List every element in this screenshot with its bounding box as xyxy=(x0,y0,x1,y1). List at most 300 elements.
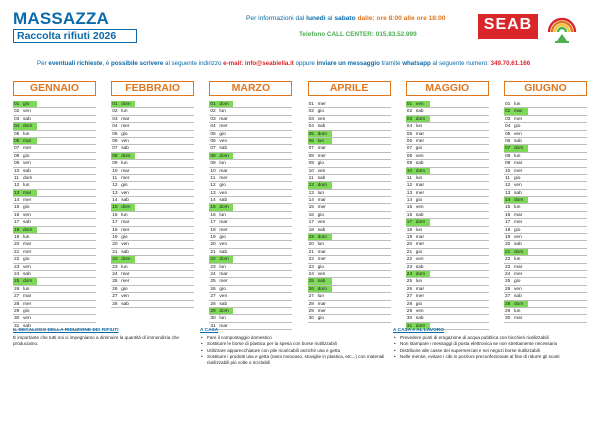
day-number: 26 xyxy=(112,286,118,292)
day-weekday: mar xyxy=(219,271,228,277)
day-weekday: gio xyxy=(317,264,324,270)
day-number: 15 xyxy=(111,204,121,210)
day-number: 23 xyxy=(308,264,314,270)
day-number: 27 xyxy=(14,294,20,300)
day-number: 30 xyxy=(210,316,216,322)
footer-decalogo-title: IL DECALOGO DELLA RIDUZIONE DEI RIFIUTI xyxy=(13,328,119,333)
day-weekday: dom xyxy=(514,197,528,203)
collection-day xyxy=(209,153,292,160)
calendar-day xyxy=(13,204,96,211)
day-weekday: gio xyxy=(415,146,423,152)
calendar-day xyxy=(13,175,96,182)
day-number: 27 xyxy=(406,294,413,300)
calendar-day xyxy=(504,293,587,300)
day-weekday: sab xyxy=(23,220,31,226)
whatsapp-number[interactable]: 349.70.61.166 xyxy=(490,60,531,67)
day-weekday: sab xyxy=(23,116,31,122)
calendar-day xyxy=(308,227,391,234)
day-number: 15 xyxy=(505,205,511,211)
day-weekday: gio xyxy=(219,131,226,137)
footer-casa-title: A CASA xyxy=(200,328,219,333)
calendar-day xyxy=(111,212,194,219)
calendar-day xyxy=(504,182,587,189)
collection-day xyxy=(13,190,96,197)
day-weekday: mar xyxy=(121,168,130,174)
day-number: 11 xyxy=(14,175,19,181)
collection-day xyxy=(13,227,96,234)
day-weekday: sab xyxy=(514,138,522,144)
info-hours: Per informazioni dal lunedì al sabato dalle: ore 8:00 alle ore 18:00 xyxy=(246,15,446,22)
calendar-day xyxy=(111,175,194,182)
footer-decalogo xyxy=(13,328,193,348)
day-number: 28 xyxy=(210,301,216,307)
day-weekday: sab xyxy=(415,161,424,167)
day-number: 02 xyxy=(210,109,216,115)
day-number: 04 xyxy=(112,124,118,130)
day-number: 30 xyxy=(406,316,413,322)
calendar-day xyxy=(504,175,587,182)
day-weekday: mer xyxy=(415,190,425,196)
day-weekday: ven xyxy=(415,308,424,314)
day-weekday: mer xyxy=(415,138,425,144)
day-number: 30 xyxy=(308,316,314,322)
calendar-day xyxy=(406,153,489,160)
day-weekday: sab xyxy=(121,198,129,204)
day-weekday: mar xyxy=(317,198,326,204)
calendar-day xyxy=(13,116,96,123)
day-number: 01 xyxy=(308,102,314,107)
email-link[interactable]: info@seabiella.it xyxy=(244,60,294,67)
day-weekday: gio xyxy=(317,161,324,167)
day-weekday: ven xyxy=(514,286,522,292)
day-number: 17 xyxy=(210,220,216,226)
day-number: 11 xyxy=(406,175,412,181)
footer-casa-item: • Fare il compostaggio domestico xyxy=(200,335,388,341)
calendar-day xyxy=(406,182,489,189)
day-weekday: ven xyxy=(121,190,129,196)
day-number: 27 xyxy=(505,294,511,300)
day-weekday: dom xyxy=(121,101,135,107)
calendar-day xyxy=(209,278,292,285)
calendar-day xyxy=(209,116,292,123)
day-weekday: dom xyxy=(318,182,332,188)
day-number: 16 xyxy=(505,212,511,218)
day-number: 16 xyxy=(406,212,413,218)
day-weekday: ven xyxy=(415,153,424,159)
day-weekday: mar xyxy=(514,161,523,167)
day-number: 21 xyxy=(406,249,413,255)
calendar-day xyxy=(209,190,292,197)
calendar-day xyxy=(406,249,489,256)
calendar-day xyxy=(308,293,391,300)
calendar-day xyxy=(13,234,96,241)
day-weekday: lun xyxy=(514,102,521,107)
day-number: 15 xyxy=(308,205,314,211)
calendar-day xyxy=(504,271,587,278)
collection-day xyxy=(13,101,96,108)
day-weekday: mer xyxy=(121,124,130,130)
calendar-day xyxy=(13,145,96,152)
day-weekday: mar xyxy=(23,138,37,144)
calendar-day xyxy=(209,160,292,167)
day-number: 11 xyxy=(505,175,510,181)
day-weekday: mar xyxy=(219,323,228,329)
month-header: FEBBRAIO xyxy=(111,81,194,96)
calendar-day xyxy=(308,264,391,271)
day-weekday: sab xyxy=(317,175,326,181)
day-number: 05 xyxy=(112,131,118,137)
day-weekday: lun xyxy=(415,124,423,130)
day-number: 25 xyxy=(505,279,511,285)
day-weekday: ven xyxy=(219,294,228,300)
day-weekday: ven xyxy=(317,168,326,174)
calendar-day xyxy=(209,293,292,300)
day-weekday: mer xyxy=(219,124,228,130)
day-weekday: gio xyxy=(317,212,324,218)
day-number: 26 xyxy=(210,286,216,292)
calendar-day xyxy=(308,190,391,197)
day-weekday: sab xyxy=(317,227,326,233)
day-number: 20 xyxy=(210,242,216,248)
calendar-day xyxy=(308,204,391,211)
calendar-day xyxy=(111,108,194,115)
footer-casa-item: • Utilizzare apparecchiature con pile ricaricabili anziché usa e getta xyxy=(200,348,388,354)
calendar-day xyxy=(406,315,489,322)
day-number: 18 xyxy=(308,227,314,233)
day-number: 05 xyxy=(308,131,318,137)
calendar-day xyxy=(406,212,489,219)
day-weekday: dom xyxy=(23,123,37,129)
day-weekday: mar xyxy=(317,146,326,152)
calendar-day xyxy=(308,116,391,123)
day-weekday: dom xyxy=(23,227,37,233)
day-weekday: mar xyxy=(317,301,326,307)
calendar-day xyxy=(209,175,292,182)
day-number: 22 xyxy=(308,257,314,263)
calendar-day xyxy=(504,315,587,322)
calendar-day xyxy=(504,219,587,226)
day-number: 18 xyxy=(406,227,413,233)
day-number: 24 xyxy=(112,271,118,277)
day-weekday: lun xyxy=(514,205,521,211)
rainbow-emblem-icon xyxy=(546,8,578,48)
day-number: 02 xyxy=(14,109,20,115)
collection-day xyxy=(13,138,96,145)
day-number: 13 xyxy=(406,190,413,196)
day-weekday: lun xyxy=(514,308,521,314)
day-weekday: ven xyxy=(121,294,129,300)
day-number: 10 xyxy=(406,168,416,174)
day-number: 14 xyxy=(14,198,20,204)
calendar-day xyxy=(111,123,194,130)
footer-casa-item: • Sostituire i prodotti usa e getta (rasoi monouso, stoviglie in plastica, etc...) con materiali riutilizzabili più volte o riciclabili xyxy=(200,354,388,366)
day-number: 08 xyxy=(111,153,121,159)
day-weekday: mer xyxy=(317,308,326,314)
day-number: 16 xyxy=(14,212,20,218)
day-weekday: gio xyxy=(121,183,128,189)
calendar-day xyxy=(13,301,96,308)
day-number: 13 xyxy=(112,190,118,196)
day-number: 10 xyxy=(14,168,20,174)
calendar-day xyxy=(13,153,96,160)
footer-lavoro-item: • Non stampare i messaggi di posta elettronica se non strettamente necessario xyxy=(393,341,587,347)
day-number: 09 xyxy=(406,161,413,167)
day-weekday: mar xyxy=(23,294,32,300)
calendar-day xyxy=(308,308,391,315)
day-weekday: dom xyxy=(219,308,233,314)
day-weekday: ven xyxy=(317,271,326,277)
collection-day xyxy=(406,271,489,278)
day-number: 05 xyxy=(406,131,413,137)
calendar-day xyxy=(13,160,96,167)
day-weekday: ven xyxy=(121,242,129,248)
calendar-day xyxy=(308,241,391,248)
day-number: 31 xyxy=(14,323,20,329)
footer-casa xyxy=(200,328,388,366)
calendar-day xyxy=(209,138,292,145)
collection-day xyxy=(406,219,489,226)
day-weekday: mar xyxy=(219,220,228,226)
day-number: 02 xyxy=(504,108,514,114)
day-number: 24 xyxy=(406,271,416,277)
day-weekday: lun xyxy=(219,161,226,167)
day-number: 15 xyxy=(14,205,20,211)
day-number: 08 xyxy=(14,153,20,159)
day-weekday: sab xyxy=(514,242,522,248)
collection-day xyxy=(209,101,292,108)
day-number: 21 xyxy=(112,249,118,255)
day-weekday: sab xyxy=(317,124,326,130)
month-header: MARZO xyxy=(209,81,292,96)
calendar-day xyxy=(504,212,587,219)
day-number: 07 xyxy=(210,146,216,152)
day-weekday: mar xyxy=(219,116,228,122)
day-number: 04 xyxy=(13,123,23,129)
calendar-day xyxy=(308,168,391,175)
day-number: 04 xyxy=(406,124,413,130)
day-weekday: dom xyxy=(219,101,233,107)
day-number: 19 xyxy=(505,235,511,241)
collection-day xyxy=(13,123,96,130)
day-number: 29 xyxy=(14,308,20,314)
day-weekday: ven xyxy=(23,264,31,270)
day-weekday: ven xyxy=(416,101,430,107)
month-header: GIUGNO xyxy=(504,81,587,96)
calendar-day xyxy=(406,286,489,293)
day-number: 08 xyxy=(505,153,511,159)
day-number: 10 xyxy=(505,168,511,174)
day-weekday: ven xyxy=(514,131,522,137)
day-number: 07 xyxy=(14,146,20,152)
day-weekday: mer xyxy=(317,205,326,211)
calendar-day xyxy=(308,219,391,226)
calendar-day xyxy=(504,153,587,160)
day-number: 27 xyxy=(210,294,216,300)
day-number: 01 xyxy=(111,101,121,107)
footer-casa-lavoro-title: A CASA e AL LAVORO xyxy=(393,328,444,333)
calendar-day xyxy=(406,131,489,138)
day-number: 16 xyxy=(112,212,118,218)
calendar-day xyxy=(504,131,587,138)
page-subtitle: Raccolta rifiuti 2026 xyxy=(13,29,137,43)
day-number: 23 xyxy=(505,264,511,270)
calendar-day xyxy=(13,293,96,300)
calendar-day xyxy=(13,108,96,115)
day-weekday: dom xyxy=(514,249,528,255)
footer-lavoro-item: • Prevedere punti di erogazione di acqua pubblica con bicchieri riutilizzabili xyxy=(393,335,587,341)
calendar-day xyxy=(406,145,489,152)
calendar-day xyxy=(406,256,489,263)
day-weekday: mer xyxy=(514,271,523,277)
day-weekday: lun xyxy=(219,212,226,218)
calendar-grid xyxy=(13,81,587,329)
day-weekday: mar xyxy=(514,108,528,114)
collection-day xyxy=(111,153,194,160)
calendar-day xyxy=(406,123,489,130)
calendar-day xyxy=(13,271,96,278)
calendar-day xyxy=(406,241,489,248)
month-header: APRILE xyxy=(308,81,391,96)
day-weekday: lun xyxy=(23,286,30,292)
calendar-day xyxy=(111,138,194,145)
calendar-day xyxy=(209,168,292,175)
day-number: 01 xyxy=(505,102,511,107)
day-weekday: dom xyxy=(514,145,528,151)
day-weekday: gio xyxy=(514,227,521,233)
collection-day xyxy=(111,204,194,211)
day-weekday: gio xyxy=(514,175,521,181)
day-number: 07 xyxy=(504,145,514,151)
footer-lavoro-item: • Nelle mense, evitare i cibi in porzioni preconfezionate al fine di ridurre gli scarti xyxy=(393,354,587,360)
day-number: 14 xyxy=(504,197,514,203)
calendar-day xyxy=(209,212,292,219)
calendar-day xyxy=(209,271,292,278)
calendar-day xyxy=(308,212,391,219)
day-weekday: mer xyxy=(514,168,523,174)
day-weekday: gio xyxy=(23,257,30,263)
calendar-day xyxy=(504,101,587,108)
calendar-day xyxy=(504,256,587,263)
day-weekday: gio xyxy=(121,235,128,241)
day-weekday: ven xyxy=(514,183,522,189)
day-number: 03 xyxy=(505,116,511,122)
month-header: GENNAIO xyxy=(13,81,96,96)
day-number: 21 xyxy=(308,249,314,255)
collection-day xyxy=(504,197,587,204)
calendar-day xyxy=(209,197,292,204)
day-weekday: mar xyxy=(121,220,130,226)
day-weekday: sab xyxy=(219,146,228,152)
day-number: 13 xyxy=(210,190,216,196)
day-number: 18 xyxy=(210,227,216,233)
calendar-day xyxy=(406,204,489,211)
day-number: 05 xyxy=(210,131,216,137)
calendar-day xyxy=(308,197,391,204)
day-weekday: lun xyxy=(317,242,324,248)
calendar-day xyxy=(13,212,96,219)
day-number: 07 xyxy=(308,146,314,152)
day-number: 20 xyxy=(406,242,413,248)
day-number: 06 xyxy=(406,138,413,144)
day-weekday: mer xyxy=(121,175,130,181)
calendar-day xyxy=(111,241,194,248)
day-number: 12 xyxy=(210,183,216,189)
day-weekday: mer xyxy=(121,227,130,233)
day-number: 05 xyxy=(14,131,20,137)
day-weekday: mer xyxy=(23,198,32,204)
calendar-day xyxy=(13,256,96,263)
calendar-day xyxy=(308,108,391,115)
day-weekday: mer xyxy=(219,175,228,181)
day-number: 19 xyxy=(308,234,318,240)
calendar-day xyxy=(504,190,587,197)
day-number: 30 xyxy=(505,316,511,322)
day-number: 19 xyxy=(210,235,216,241)
day-weekday: ven xyxy=(219,242,228,248)
day-number: 12 xyxy=(308,182,318,188)
month-giugno xyxy=(504,81,587,323)
calendar-day xyxy=(504,160,587,167)
day-weekday: lun xyxy=(121,161,128,167)
day-number: 12 xyxy=(406,183,413,189)
day-number: 06 xyxy=(13,138,23,144)
calendar-day xyxy=(111,271,194,278)
calendar-day xyxy=(504,116,587,123)
day-number: 22 xyxy=(209,256,219,262)
day-number: 25 xyxy=(210,279,216,285)
day-number: 16 xyxy=(308,212,314,218)
day-weekday: lun xyxy=(219,316,226,322)
day-weekday: lun xyxy=(23,235,30,241)
collection-day xyxy=(308,182,391,189)
calendar-day xyxy=(209,249,292,256)
day-number: 24 xyxy=(14,271,20,277)
day-number: 20 xyxy=(308,242,314,248)
day-number: 14 xyxy=(210,198,216,204)
calendar-day xyxy=(209,301,292,308)
day-weekday: ven xyxy=(317,220,326,226)
day-weekday: dom xyxy=(121,204,135,210)
month-gennaio xyxy=(13,81,96,330)
day-weekday: gio xyxy=(415,301,423,307)
calendar-day xyxy=(504,204,587,211)
calendar-day xyxy=(308,249,391,256)
calendar-day xyxy=(111,182,194,189)
day-number: 19 xyxy=(406,235,413,241)
calendar-day xyxy=(406,108,489,115)
day-weekday: dom xyxy=(23,175,33,181)
day-number: 20 xyxy=(14,242,20,248)
day-weekday: mer xyxy=(23,249,32,255)
day-number: 17 xyxy=(406,219,416,225)
day-number: 17 xyxy=(14,220,20,226)
calendar-day xyxy=(13,197,96,204)
collection-day xyxy=(308,234,391,241)
month-aprile xyxy=(308,81,391,323)
day-number: 14 xyxy=(112,198,118,204)
day-number: 20 xyxy=(505,242,511,248)
day-number: 03 xyxy=(210,116,216,122)
calendar-day xyxy=(406,264,489,271)
day-weekday: mar xyxy=(415,286,425,292)
calendar-day xyxy=(308,315,391,322)
day-number: 15 xyxy=(209,204,219,210)
calendar-day xyxy=(209,234,292,241)
day-weekday: dom xyxy=(121,153,135,159)
day-number: 18 xyxy=(112,227,118,233)
calendar-day xyxy=(209,145,292,152)
day-number: 29 xyxy=(406,308,413,314)
